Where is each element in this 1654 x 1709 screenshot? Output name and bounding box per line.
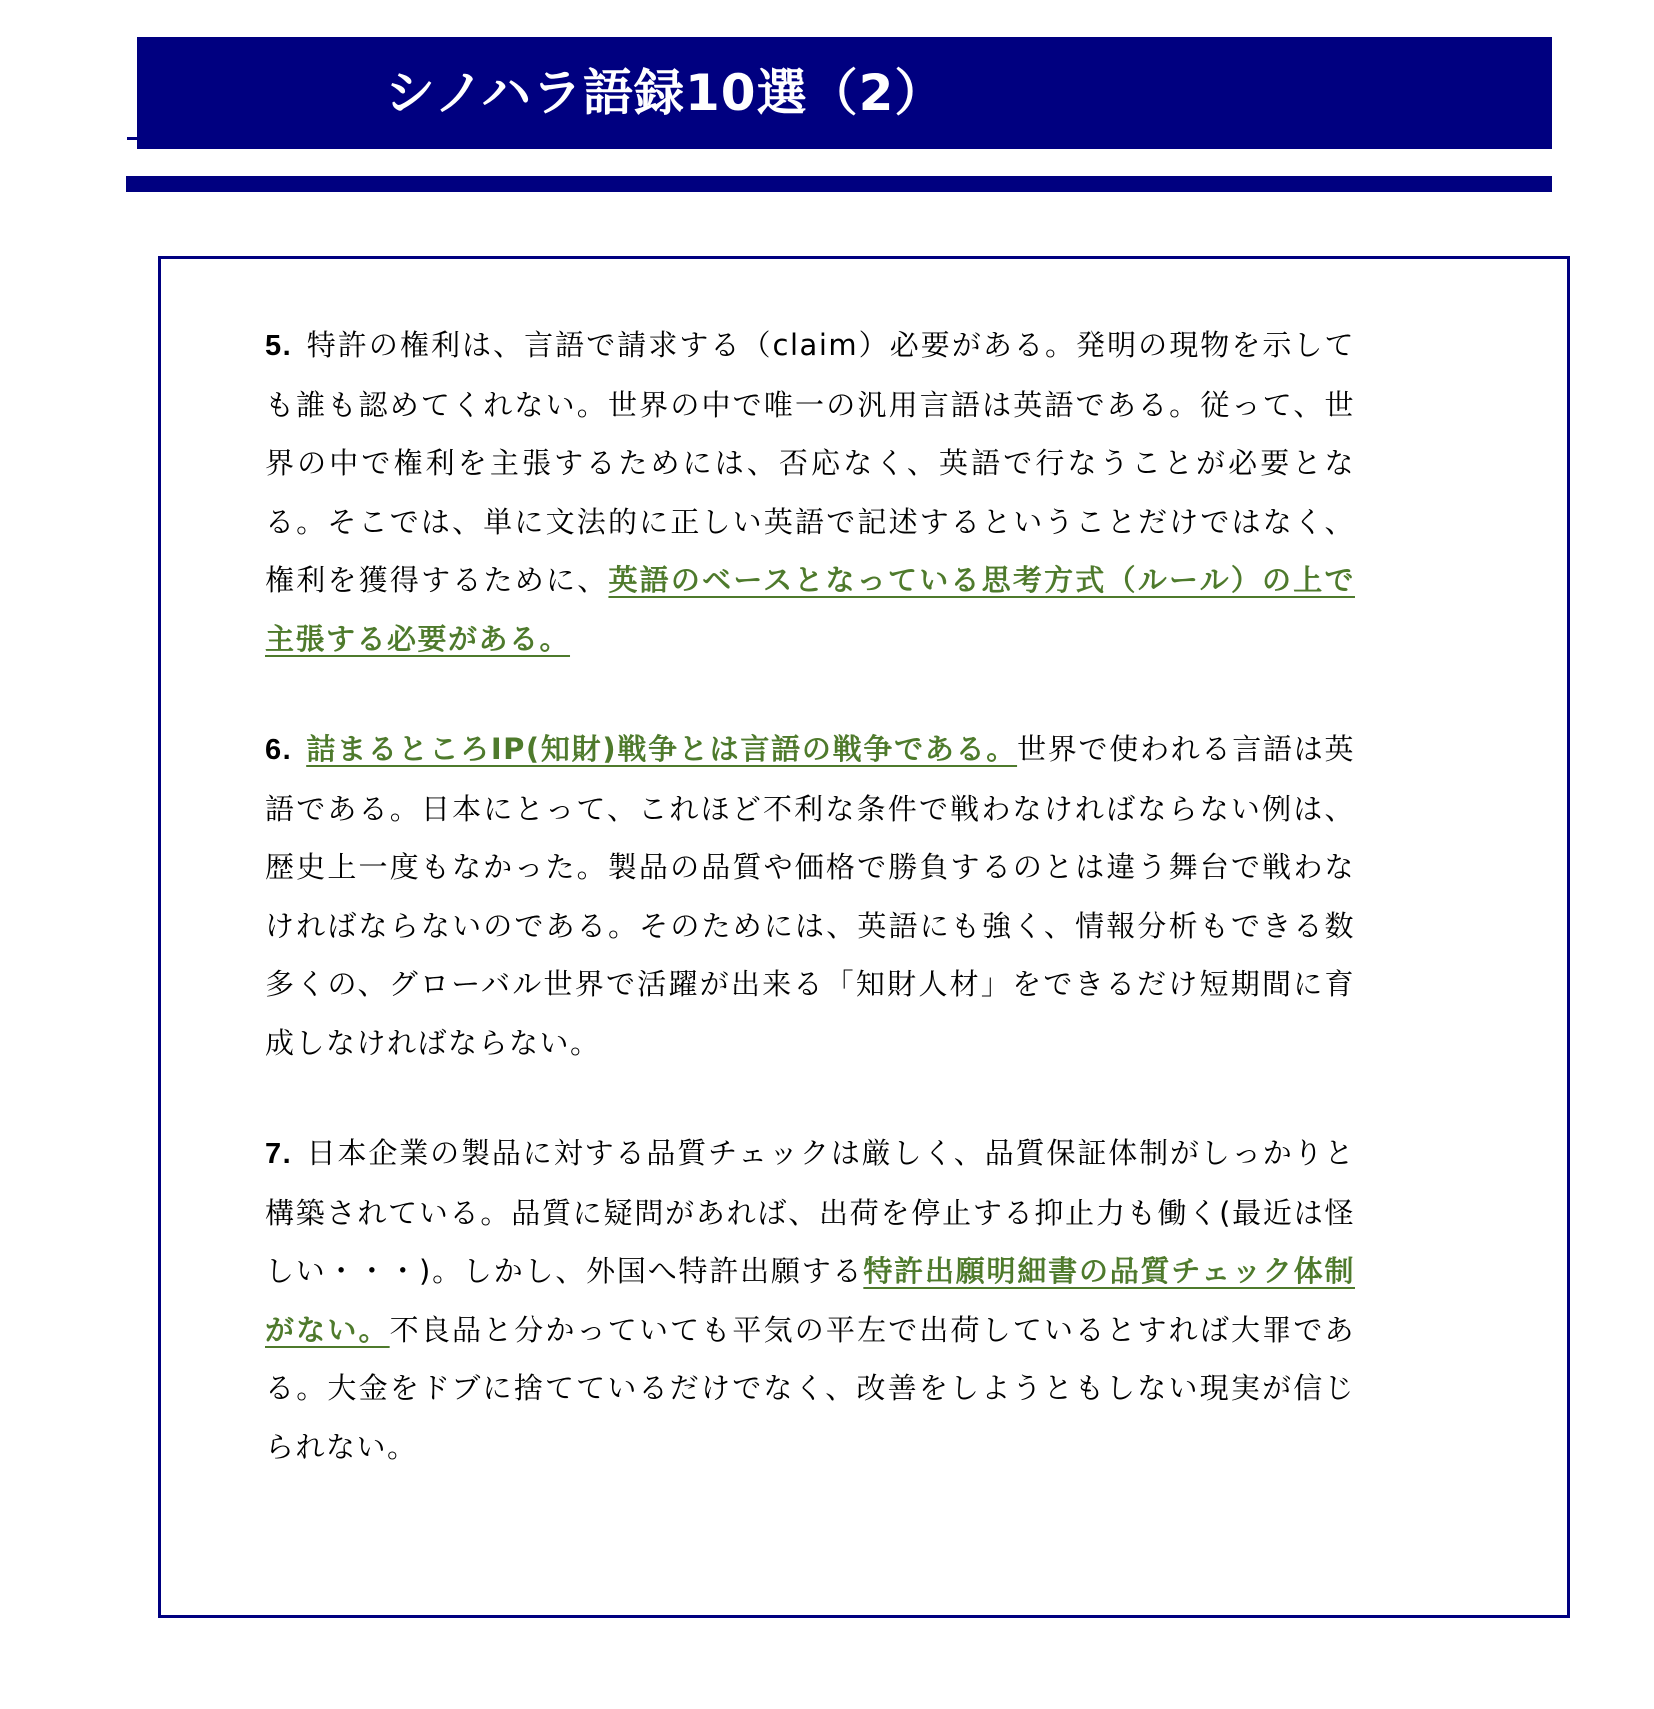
quote-item-7 <box>265 1124 1355 1476</box>
page-title: シノハラ語録10選（2） <box>385 64 946 122</box>
item-text: 特許の権利は、言語で請求する（claim）必要がある。発明の現物を示しても誰も認めてくれない。世界の中で唯一の汎用言語は英語である。従って、世界の中で権利を主張するためには、否応なく、英語で行なうことが必要となる。そこでは、単に文法的に正しい英語で記述するということだけではなく、権利を獲得するために、 <box>265 328 1355 597</box>
title-underline-bar <box>126 176 1552 192</box>
quote-item-5 <box>265 316 1355 668</box>
item-highlight: 英語のベースとなっている思考方式（ルール）の上で主張する必要がある。 <box>265 563 1355 656</box>
item-highlight: 特許出願明細書の品質チェック体制がない。 <box>265 1254 1355 1347</box>
item-text-after: 世界で使われる言語は英語である。日本にとって、これほど不利な条件で戦わなければならない例は、歴史上一度もなかった。製品の品質や価格で勝負するのとは違う舞台で戦わなければならないのである。そのためには、英語にも強く、情報分析もできる数多くの、グローバル世界で活躍が出来る「知財人材」をできるだけ短期間に育成しなければならない。 <box>265 732 1355 1060</box>
item-number: 5. <box>265 330 293 362</box>
item-text-after: 不良品と分かっていても平気の平左で出荷しているとすれば大罪である。大金をドブに捨てているだけでなく、改善をしようともしない現実が信じられない。 <box>265 1312 1355 1464</box>
item-number: 6. <box>265 734 293 766</box>
quote-item-6 <box>265 720 1355 1072</box>
item-number: 7. <box>265 1138 293 1170</box>
title-tick-mark <box>127 137 139 140</box>
item-highlight: 詰まるところIP(知財)戦争とは言語の戦争である。 <box>306 732 1018 766</box>
item-text: 日本企業の製品に対する品質チェックは厳しく、品質保証体制がしっかりと構築されている。品質に疑問があれば、出荷を停止する抑止力も働く(最近は怪しい・・・)。しかし、外国へ特許出願する <box>265 1136 1355 1288</box>
